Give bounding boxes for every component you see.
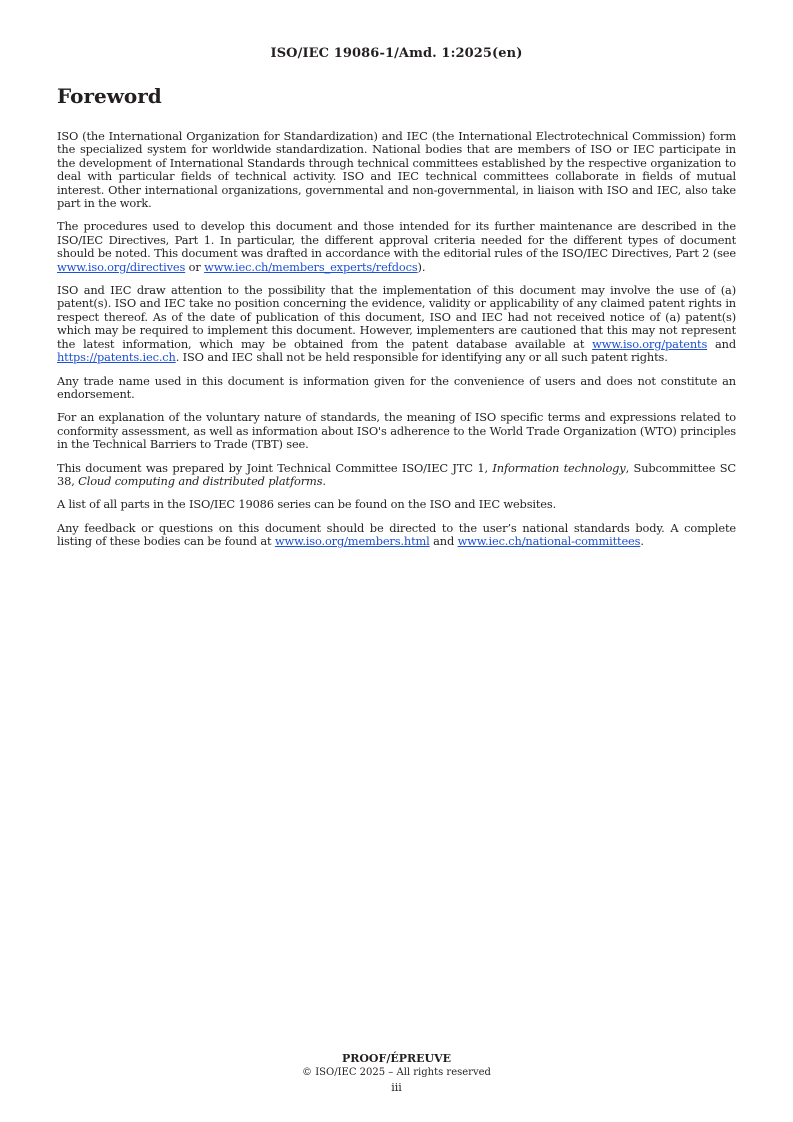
paragraph-text: and — [707, 336, 736, 351]
page-footer — [0, 1052, 793, 1096]
committee-title: Information technology — [492, 460, 626, 475]
paragraph-text: ). — [417, 259, 426, 274]
paragraph-iso-iec-intro: ISO (the International Organization for Standardization) and IEC (the International Electrotechnical Commission) form the specialized system for worldwide standardization. National bodies that are members of ISO or IEC participate in the development of International Standards through technical committees established by the respective organization to deal with particular fields of technical activity. ISO and IEC technical committees collaborate in fields of mutual interest. Other international organizations, governmental and non-governmental, in liaison with ISO and IEC, also take part in the work. — [57, 129, 736, 211]
paragraph-committee — [57, 462, 736, 489]
copyright-notice: © ISO/IEC 2025 – All rights reserved — [302, 1067, 491, 1078]
paragraph-feedback — [57, 522, 736, 549]
refdocs-link[interactable]: www.iec.ch/members_experts/refdocs — [204, 259, 418, 274]
paragraph-text: . — [322, 473, 326, 488]
paragraph-text: and — [429, 534, 458, 549]
document-id-header: ISO/IEC 19086-1/Amd. 1:2025(en) — [270, 46, 523, 61]
paragraph-text: ISO and IEC draw attention to the possibility that the implementation of this document may involve the use of (a) patent(s). ISO and IEC take no position concerning the evidence, validity or applicability of any claimed patent rights in respect thereof. As of the date of publication of this document, ISO and IEC had not received notice of (a) patent(s) which may be required to implement this document. However, implementers are cautioned that this may not represent the latest information, which may be obtained from the patent database available at — [57, 283, 736, 351]
paragraph-text: . — [640, 534, 644, 549]
page-number: iii — [391, 1081, 402, 1094]
proof-label: PROOF/ÉPREUVE — [341, 1052, 452, 1065]
iso-patents-link[interactable]: www.iso.org/patents — [592, 336, 708, 351]
directives-link[interactable]: www.iso.org/directives — [57, 259, 186, 274]
page-title: Foreword — [57, 84, 162, 108]
subcommittee-title: Cloud computing and distributed platforms — [78, 473, 323, 488]
paragraph-text: The procedures used to develop this document and those intended for its further maintenance are described in the ISO/IEC Directives, Part 1. In particular, the different approval criteria needed for the different types of document should be noted. This document was drafted in accordance with the editorial rules of the ISO/IEC Directives, Part 2 (see — [57, 219, 736, 261]
paragraph-text: or — [185, 259, 205, 274]
iec-patents-link[interactable]: https://patents.iec.ch — [57, 350, 176, 365]
paragraph-series-parts: A list of all parts in the ISO/IEC 19086 series can be found on the ISO and IEC websites. — [57, 497, 557, 512]
paragraph-text: Any feedback or questions on this document should be directed to the user’s national standards body. A complete listing of these bodies can be found at — [57, 520, 736, 549]
iso-members-link[interactable]: www.iso.org/members.html — [274, 534, 430, 549]
paragraph-voluntary-nature: For an explanation of the voluntary nature of standards, the meaning of ISO specific terms and expressions related to conformity assessment, as well as information about ISO's adherence to the World Trade Organization (WTO) principles in the Technical Barriers to Trade (TBT) see. — [57, 410, 736, 452]
iec-national-committees-link[interactable]: www.iec.ch/national-committees — [457, 534, 641, 549]
paragraph-text: This document was prepared by Joint Technical Committee ISO/IEC JTC 1, — [57, 460, 493, 475]
paragraph-text: , Subcommittee SC 38, — [57, 460, 736, 488]
paragraph-text: . ISO and IEC shall not be held responsible for identifying any or all such patent rights. — [175, 350, 668, 365]
paragraph-procedures — [57, 220, 736, 274]
paragraph-trade-name: Any trade name used in this document is information given for the convenience of users and does not constitute an endorsement. — [57, 373, 736, 401]
paragraph-patents — [57, 284, 736, 364]
foreword-body — [57, 130, 736, 559]
